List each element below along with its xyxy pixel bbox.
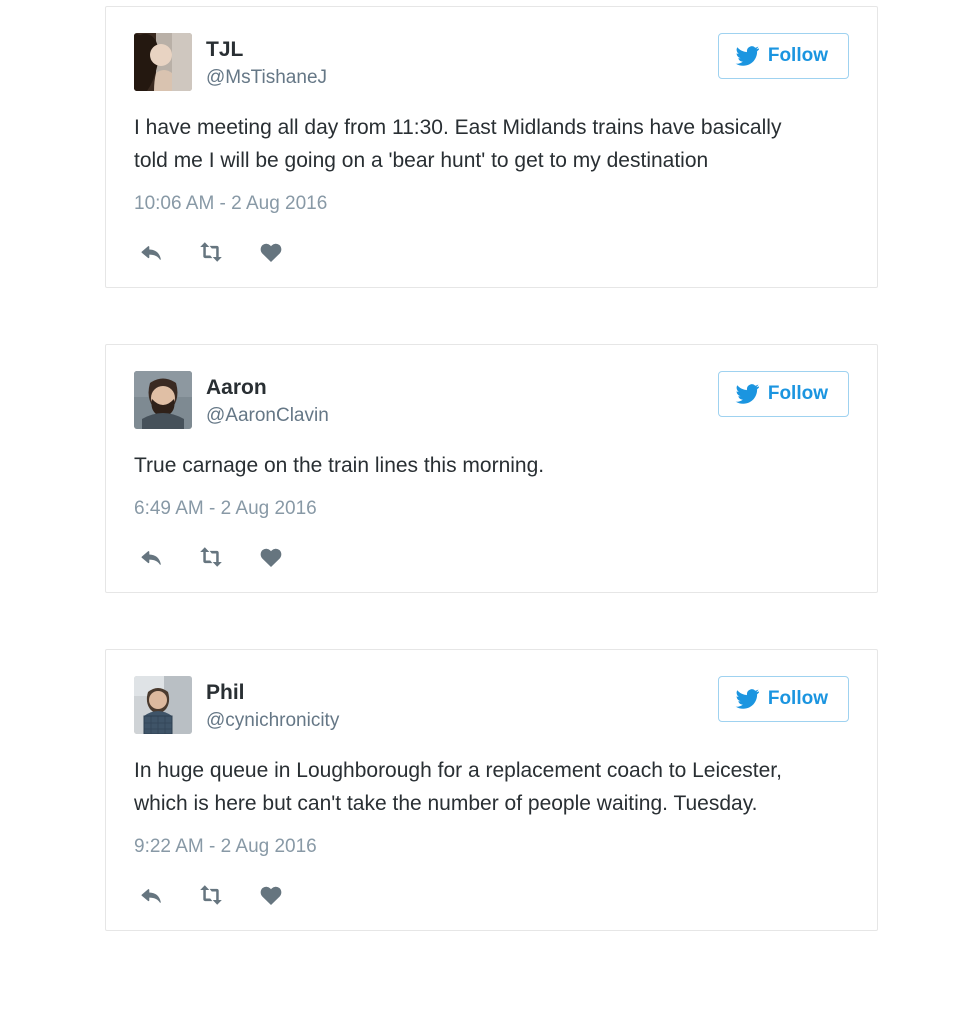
tweet-names xyxy=(206,33,327,91)
tweet-actions xyxy=(134,544,849,570)
tweet-timestamp[interactable]: 10:06 AM - 2 Aug 2016 xyxy=(134,193,328,214)
tweet-header xyxy=(134,33,849,91)
avatar[interactable] xyxy=(134,371,192,429)
retweet-icon[interactable] xyxy=(198,882,224,908)
follow-button[interactable] xyxy=(718,676,849,722)
follow-button-label: Follow xyxy=(767,45,828,66)
tweet-identity xyxy=(134,33,327,91)
tweet-timestamp[interactable]: 6:49 AM - 2 Aug 2016 xyxy=(134,498,317,519)
tweet-text: I have meeting all day from 11:30. East Midlands trains have basically told me I will be going on a 'bear hunt' to get to my destination xyxy=(134,116,782,172)
tweet-identity xyxy=(134,371,329,429)
heart-icon[interactable] xyxy=(258,239,284,265)
tweet-text: In huge queue in Loughborough for a replacement coach to Leicester, which is here but can't take the number of people waiting. Tuesday. xyxy=(134,759,782,815)
tweet-actions xyxy=(134,239,849,265)
tweet-header xyxy=(134,676,849,734)
twitter-bird-icon xyxy=(735,384,759,404)
tweet-timestamp[interactable]: 9:22 AM - 2 Aug 2016 xyxy=(134,836,317,857)
avatar[interactable] xyxy=(134,33,192,91)
tweet-text: True carnage on the train lines this morning. xyxy=(134,454,545,477)
twitter-bird-icon xyxy=(735,46,759,66)
heart-icon[interactable] xyxy=(258,544,284,570)
follow-button-label: Follow xyxy=(767,688,828,709)
follow-button-label: Follow xyxy=(767,383,828,404)
tweet-header xyxy=(134,371,849,429)
display-name: TJL xyxy=(206,38,244,61)
retweet-icon[interactable] xyxy=(198,544,224,570)
twitter-bird-icon xyxy=(735,689,759,709)
tweet-card xyxy=(105,649,878,931)
reply-icon[interactable] xyxy=(138,239,164,265)
display-name: Phil xyxy=(206,681,245,704)
avatar[interactable] xyxy=(134,676,192,734)
display-name: Aaron xyxy=(206,376,267,399)
retweet-icon[interactable] xyxy=(198,239,224,265)
tweet-names xyxy=(206,676,339,734)
user-handle[interactable]: @AaronClavin xyxy=(206,405,329,426)
reply-icon[interactable] xyxy=(138,882,164,908)
tweet-names xyxy=(206,371,329,429)
tweet-card xyxy=(105,344,878,593)
follow-button[interactable] xyxy=(718,371,849,417)
tweet-actions xyxy=(134,882,849,908)
reply-icon[interactable] xyxy=(138,544,164,570)
tweet-card xyxy=(105,6,878,288)
user-handle[interactable]: @MsTishaneJ xyxy=(206,67,328,88)
heart-icon[interactable] xyxy=(258,882,284,908)
follow-button[interactable] xyxy=(718,33,849,79)
tweet-identity xyxy=(134,676,339,734)
user-handle[interactable]: @cynichronicity xyxy=(206,710,340,731)
